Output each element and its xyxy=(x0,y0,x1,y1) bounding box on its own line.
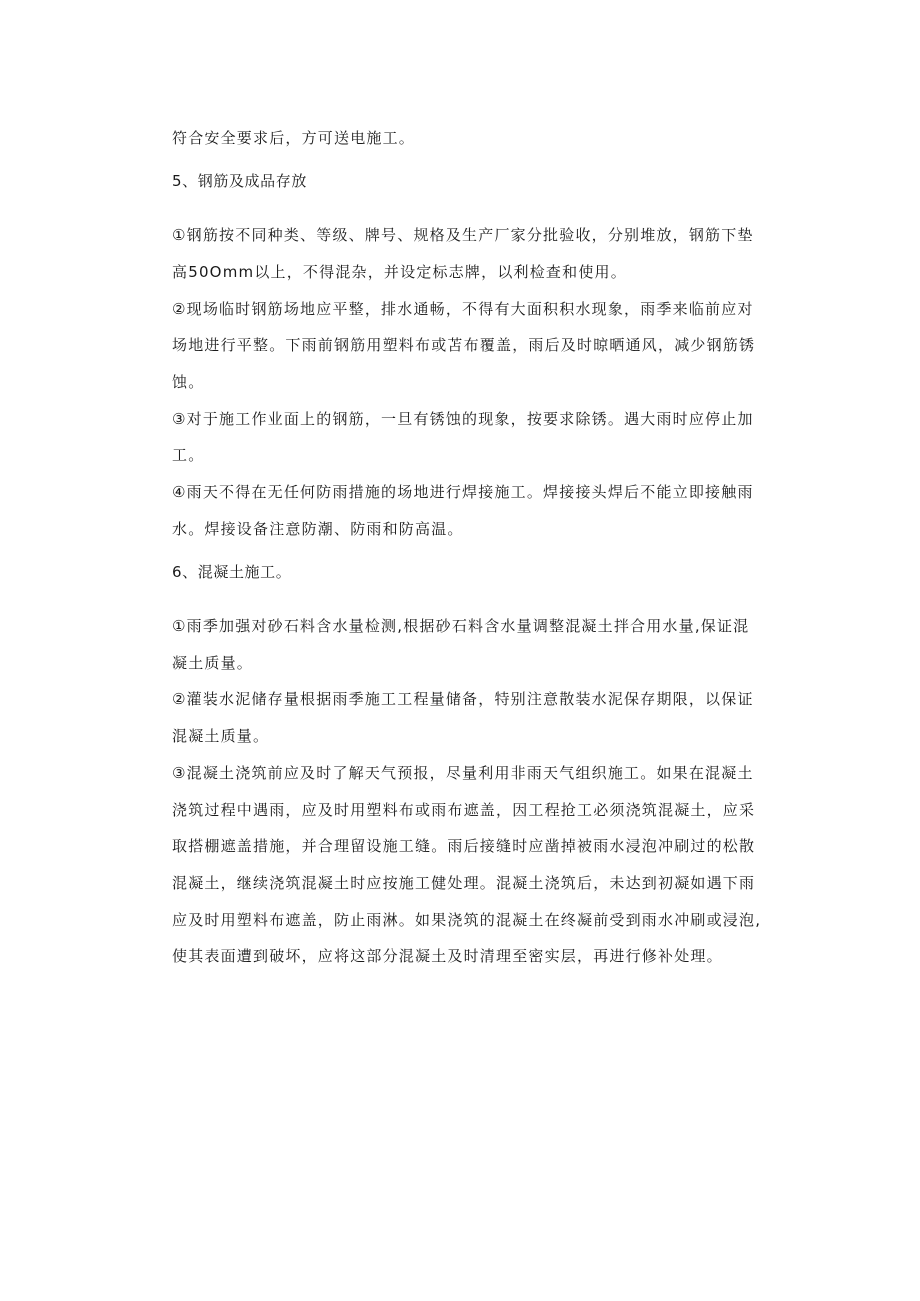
text-line: 符合安全要求后，方可送电施工。 xyxy=(172,129,416,147)
text-line: 高50Omm以上，不得混杂，并设定标志牌，以利检查和使用。 xyxy=(172,263,627,281)
text-line: 凝土质量。 xyxy=(172,654,254,672)
section-heading: 5、钢筋及成品存放 xyxy=(172,172,307,190)
text-line: 场地进行平整。下雨前钢筋用塑料布或苫布覆盖，雨后及时晾晒通风，减少钢筋锈 xyxy=(172,336,756,354)
text-line: 蚀。 xyxy=(172,373,205,391)
text-line: ①雨季加强对砂石料含水量检测,根据砂石料含水量调整混凝土拌合用水量,保证混 xyxy=(172,617,750,635)
text-line: ④雨天不得在无任何防雨措施的场地进行焊接施工。焊接接头焊后不能立即接触雨 xyxy=(172,483,754,501)
text-line: 工。 xyxy=(172,446,205,464)
text-line: 水。焊接设备注意防潮、防雨和防高温。 xyxy=(172,520,464,538)
text-line: 混凝土质量。 xyxy=(172,727,270,745)
text-line: ③对于施工作业面上的钢筋，一旦有锈蚀的现象，按要求除锈。遇大雨时应停止加 xyxy=(172,410,754,428)
text-line: 使其表面遭到破坏，应将这部分混凝土及时清理至密实层，再进行修补处理。 xyxy=(172,947,723,965)
text-line: ②现场临时钢筋场地应平整，排水通畅，不得有大面积积水现象，雨季来临前应对 xyxy=(172,300,754,318)
text-line: ②灌装水泥储存量根据雨季施工工程量储备，特别注意散装水泥保存期限，以保证 xyxy=(172,690,754,708)
text-line: 取搭棚遮盖措施，并合理留设施工缝。雨后接缝时应凿掉被雨水浸泡冲刷过的松散 xyxy=(172,837,756,855)
text-line: 应及时用塑料布遮盖，防止雨淋。如果浇筑的混凝土在终凝前受到雨水冲刷或浸泡, xyxy=(172,911,762,929)
section-heading: 6、混凝土施工。 xyxy=(172,563,292,581)
text-line: ③混凝土浇筑前应及时了解天气预报，尽量利用非雨天气组织施工。如果在混凝土 xyxy=(172,764,754,782)
text-line: 浇筑过程中遇雨，应及时用塑料布或雨布遮盖，因工程抢工必须浇筑混凝土，应采 xyxy=(172,801,756,819)
text-line: 混凝土，继续浇筑混凝土时应按施工健处理。混凝土浇筑后，未达到初凝如遇下雨 xyxy=(172,874,756,892)
text-line: ①钢筋按不同种类、等级、牌号、规格及生产厂家分批验收，分别堆放，钢筋下垫 xyxy=(172,226,754,244)
